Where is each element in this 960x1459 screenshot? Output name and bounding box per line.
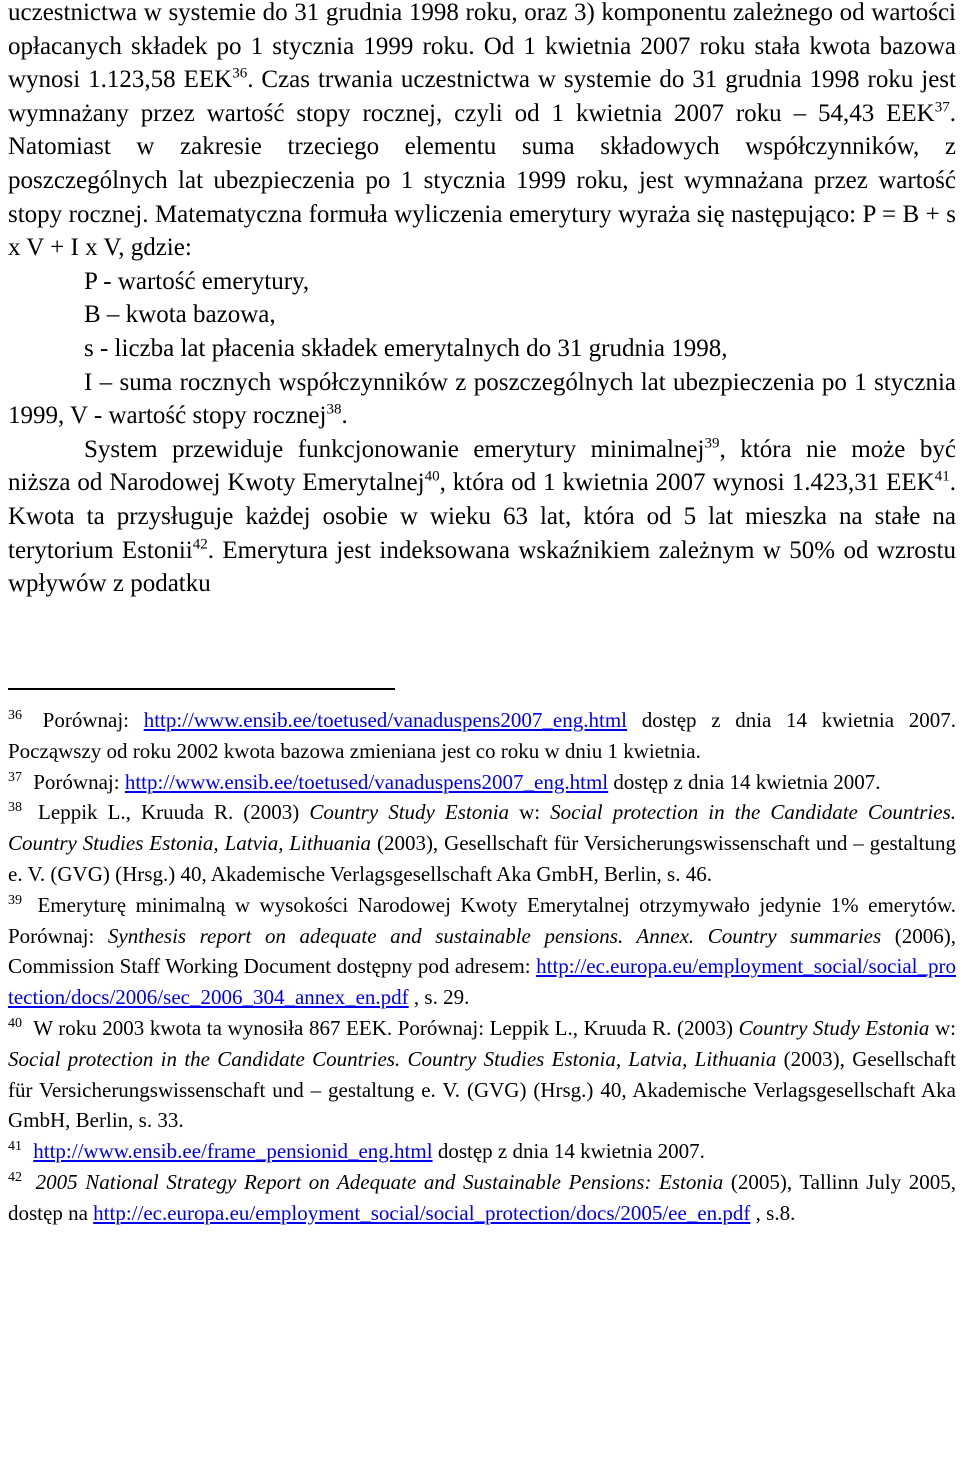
footnote-37-link[interactable]: http://www.ensib.ee/toetused/vanaduspens2007_eng.html bbox=[124, 769, 609, 794]
footnote-38: $^{38}$ Leppik L., Kruuda R. (2003) Country Study Estonia w: Social protection in the Candidate Countries. Country Studies Estonia, Latvia, Lithuania (2003), Gesellschaft für Versicherungswissenschaft und – gestaltung e. V. (GVG) (Hrsg.) 40, Akademische Verlagsgesellschaft Aka GmbH, Berlin, s. 46. bbox=[8, 800, 956, 886]
paragraph-minimum-pension: System przewiduje funkcjonowanie emerytury minimalnej$^{39}$, która nie może być niższa od Narodowej Kwoty Emerytalnej$^{40}$, która od 1 kwietnia 2007 wynosi 1.423,31 EEK$^{41}$. Kwota ta przysługuje każdej osobie w wieku 63 lat, która od 5 lat mieszka na stałe na terytorium Estonii$^{42}$. Emerytura jest indeksowana wskaźnikiem zależnym w 50% od wzrostu wpływów z podatku bbox=[8, 435, 956, 598]
footnote-36-link[interactable]: http://www.ensib.ee/toetused/vanaduspens2007_eng.html bbox=[143, 708, 628, 732]
footnote-ref-36[interactable]: 36 bbox=[232, 65, 248, 82]
footnote-36: $^{36}$ Porównaj: http://www.ensib.ee/toetused/vanaduspens2007_eng.html dostęp z dnia 14 kwietnia 2007. Począwszy od roku 2002 kwota bazowa zmieniana jest co roku w dniu 1 kwietnia. bbox=[8, 708, 956, 763]
footnote-ref-42[interactable]: 42 bbox=[192, 536, 208, 553]
footnote-ref-37[interactable]: 37 bbox=[934, 99, 950, 116]
footnote-separator bbox=[8, 688, 395, 690]
footnotes bbox=[8, 705, 956, 1229]
footnote-ref-39[interactable]: 39 bbox=[704, 435, 720, 452]
footnote-ref-41[interactable]: 41 bbox=[934, 468, 950, 485]
definition-s: s - liczba lat płacenia składek emerytalnych do 31 grudnia 1998, bbox=[84, 334, 728, 362]
paragraph-pension-formula: uczestnictwa w systemie do 31 grudnia 1998 roku, oraz 3) komponentu zależnego od wartości opłacanych składek po 1 stycznia 1999 roku. Od 1 kwietnia 2007 roku stała kwota bazowa wynosi 1.123,58 EEK$^{36}$. Czas trwania uczestnictwa w systemie do 31 grudnia 1998 roku jest wymnażany przez wartość stopy rocznej, czyli od 1 kwietnia 2007 roku – 54,43 EEK$^{37}$. Natomiast w zakresie trzeciego elementu suma składowych współczynników, z poszczególnych lat ubezpieczenia po 1 stycznia 1999 roku, jest wymnażana przez wartość stopy rocznej. Matematyczna formuła wyliczenia emerytury wyraża się następująco: P = B + s x V + I x V, gdzie: bbox=[8, 0, 956, 262]
definition-p: P - wartość emerytury, bbox=[84, 267, 310, 295]
footnote-42: $^{42}$ 2005 National Strategy Report on Adequate and Sustainable Pensions: Estonia (2005), Tallinn July 2005, dostęp na http://ec.europa.eu/employment_social/social_protection/docs/2005/ee_en.pdf , s.8. bbox=[8, 1169, 956, 1225]
footnote-ref-40[interactable]: 40 bbox=[424, 468, 440, 485]
formula-definitions bbox=[8, 265, 956, 433]
footnote-39: $^{39}$ Emeryturę minimalną w wysokości Narodowej Kwoty Emerytalnej otrzymywało jedynie 1% emerytów. Porównaj: Synthesis report on adequate and sustainable pensions. Annex. Country summaries (2006), Commission Staff Working Document dostępny pod adresem: http://ec.europa.eu/employment_social/social_protection/docs/2006/sec_2006_304_annex_en.pdf , s. 29. bbox=[8, 892, 956, 1010]
definition-i-v: I – suma rocznych współczynników z poszczególnych lat ubezpieczenia po 1 stycznia 1999, V - wartość stopy rocznej$^{38}$. bbox=[8, 368, 956, 430]
body-text bbox=[8, 0, 956, 601]
footnote-37: $^{37}$ Porównaj: http://www.ensib.ee/toetused/vanaduspens2007_eng.html dostęp z dnia 14 kwietnia 2007. bbox=[8, 769, 881, 794]
definition-b: B – kwota bazowa, bbox=[84, 301, 276, 329]
footnote-42-link[interactable]: http://ec.europa.eu/employment_social/social_protection/docs/2005/ee_en.pdf bbox=[93, 1200, 751, 1225]
footnote-41-link[interactable]: http://www.ensib.ee/frame_pensionid_eng.html bbox=[33, 1139, 433, 1164]
footnote-41: $^{41}$ http://www.ensib.ee/frame_pensionid_eng.html dostęp z dnia 14 kwietnia 2007. bbox=[8, 1139, 705, 1164]
footnote-39-link[interactable]: http://ec.europa.eu/employment_social/social_protection/docs/2006/sec_2006_304_annex_en.pdf bbox=[8, 954, 956, 1010]
footnote-ref-38[interactable]: 38 bbox=[326, 401, 342, 418]
footnote-40: $^{40}$ W roku 2003 kwota ta wynosiła 867 EEK. Porównaj: Leppik L., Kruuda R. (2003) Country Study Estonia w: Social protection in the Candidate Countries. Country Studies Estonia, Latvia, Lithuania (2003), Gesellschaft für Versicherungswissenschaft und – gestaltung e. V. (GVG) (Hrsg.) 40, Akademische Verlagsgesellschaft Aka GmbH, Berlin, s. 33. bbox=[8, 1015, 957, 1133]
